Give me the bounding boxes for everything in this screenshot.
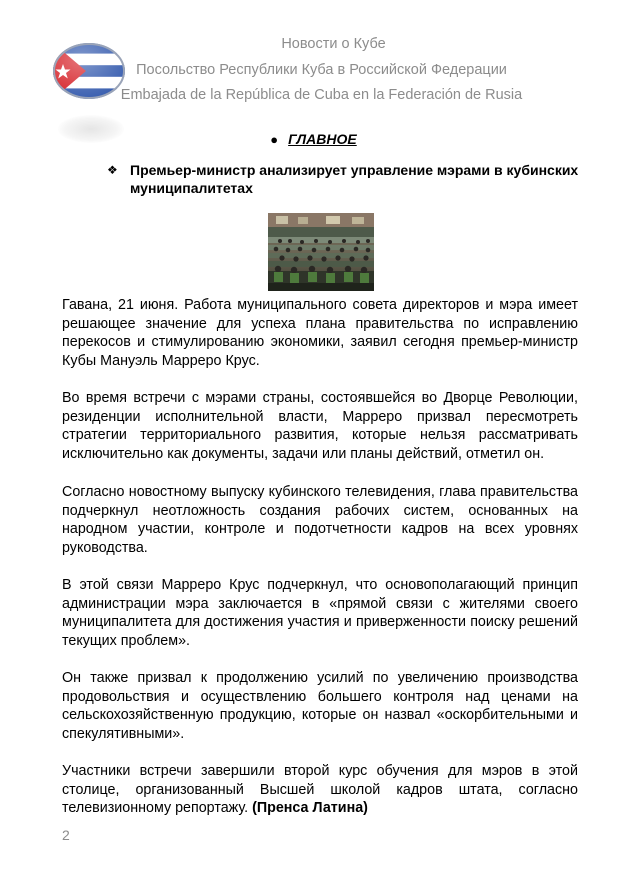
section-title-text: ГЛАВНОЕ bbox=[288, 131, 357, 147]
paragraph-6-text: Участники встречи завершили второй курс обучения для мэров в этой столице, организованный Высшей школой кадров штата, согласно телевизионному репортажу. bbox=[62, 763, 578, 817]
article-paragraph-1: Гавана, 21 июня. Работа муниципального совета директоров и мэра имеет решающее значение для успеха плана правительства по исправлению перекосов и стимулированию экономики, заявил сегодня премьер-министр Кубы Мануэль Марреро Крус. bbox=[62, 297, 578, 369]
header-embassy-ru: Посольство Республики Куба в Российской Федерации bbox=[136, 62, 507, 78]
bullet-icon: ● bbox=[270, 132, 279, 147]
article-paragraph-4: В этой связи Марреро Крус подчеркнул, что основополагающий принцип администрации мэра заключается в «прямой связи с жителями своего муниципалитета для достижения участия и приверженности поиску решений текущих проблем». bbox=[62, 577, 578, 649]
article-paragraph-6 bbox=[62, 762, 578, 818]
section-title bbox=[0, 131, 627, 147]
meeting-photo bbox=[268, 213, 374, 291]
headline-text: Премьер-министр анализирует управление мэрами в кубинских муниципалитетах bbox=[130, 162, 579, 196]
page-number: 2 bbox=[62, 827, 70, 843]
diamond-bullet-icon: ❖ bbox=[107, 163, 118, 177]
article-paragraph-3: Согласно новостному выпуску кубинского телевидения, глава правительства подчеркнул неотложность создания рабочих систем, основанных на народном участии, контроле и подотчетности кадров на всех уровнях руководства. bbox=[62, 484, 578, 556]
header-title: Новости о Кубе bbox=[281, 36, 386, 52]
article-headline bbox=[107, 161, 590, 197]
article-source: (Пренса Латина) bbox=[252, 800, 368, 817]
article-paragraph-5: Он также призвал к продолжению усилий по увеличению производства продовольствия и осуществлению большего контроля над ценами на сельскохозяйственную продукцию, которые он назвал «оскорбительными и спекулятивными». bbox=[62, 670, 578, 742]
article-paragraph-2: Во время встречи с мэрами страны, состоявшейся во Дворце Революции, резиденции исполнительной власти, Марреро призвал пересмотреть стратегии территориального развития, которые нельзя рассматривать исключительно как документы, задачи или планы действий, отметил он. bbox=[62, 390, 578, 462]
header-embassy-es: Embajada de la República de Cuba en la Federación de Rusia bbox=[120, 87, 523, 103]
